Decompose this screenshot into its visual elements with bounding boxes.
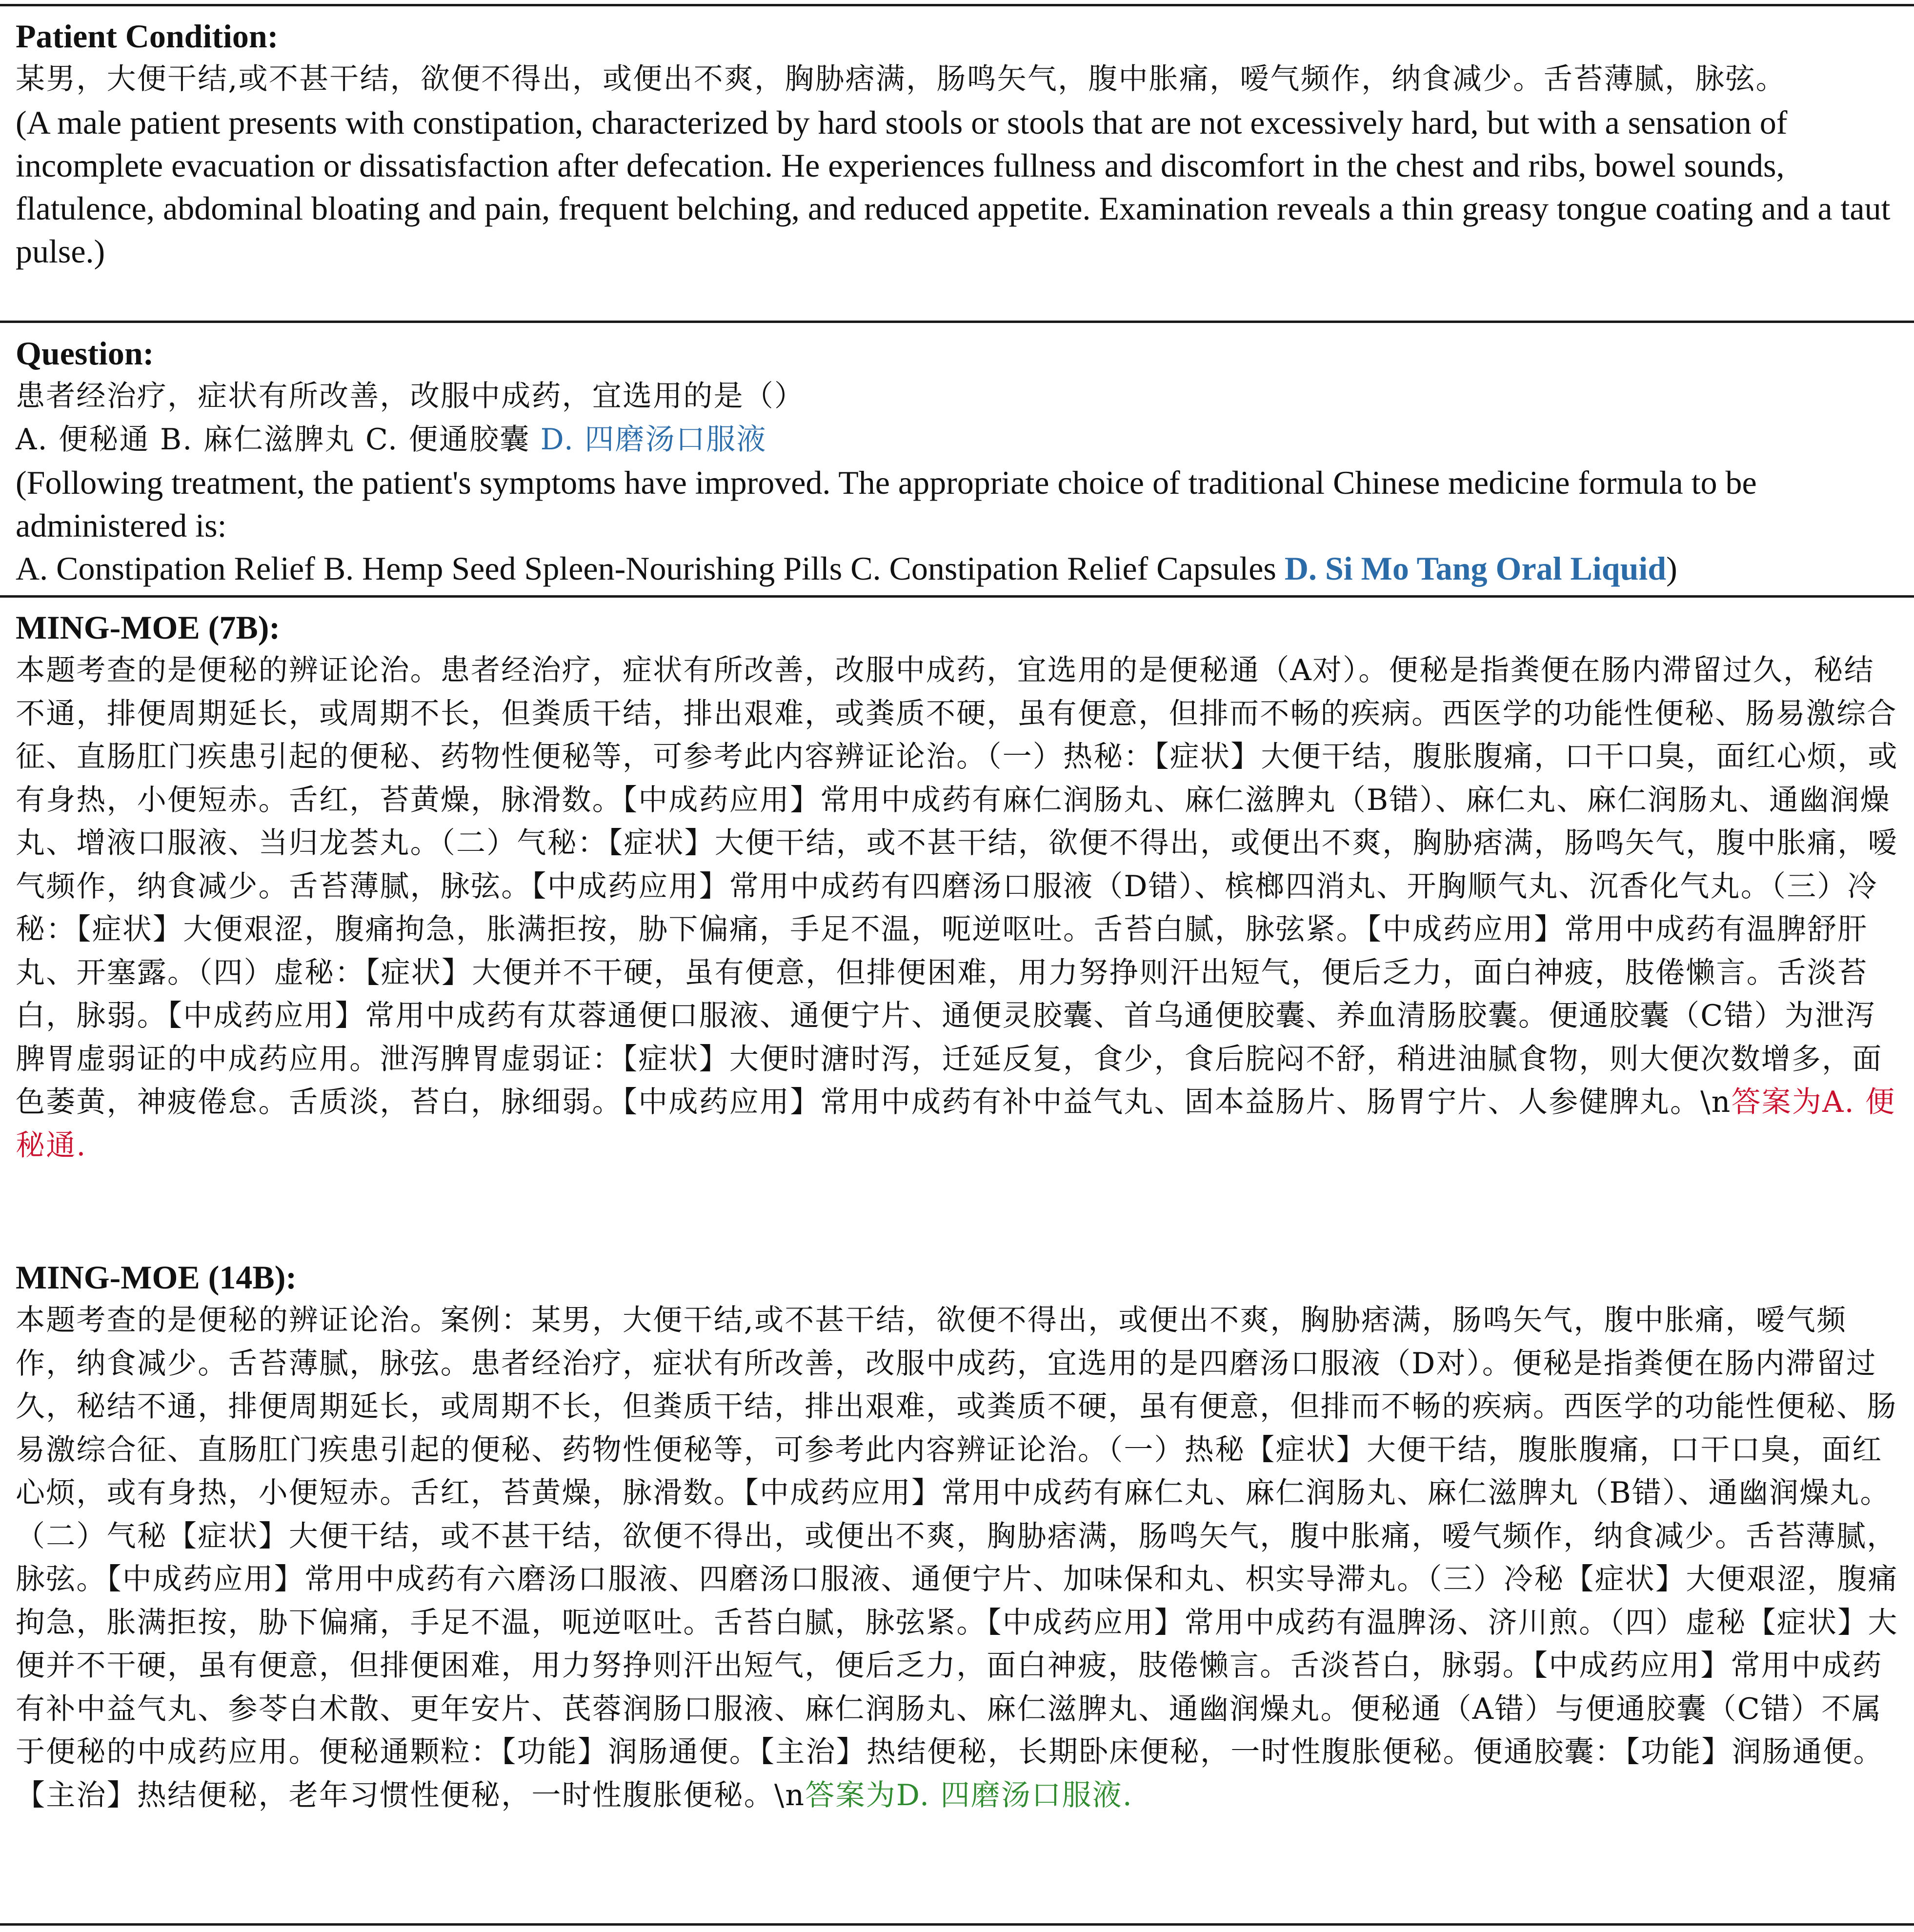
ming-moe-14b-answer-text: [16, 1299, 1899, 1817]
patient-condition-heading: Patient Condition:: [16, 18, 279, 55]
ming-moe-7b-section: [16, 606, 1899, 1167]
question-section: [16, 332, 1899, 590]
question-heading: Question:: [16, 335, 154, 372]
ming-moe-7b-answer-text: [16, 649, 1899, 1167]
ming-moe-14b-body: 本题考查的是便秘的辨证论治。案例：某男，大便干结,或不甚干结，欲便不得出，或便出不爽，胸胁痞满，肠鸣矢气，腹中胀痛，嗳气频作，纳食减少。舌苔薄腻，脉弦。患者经治疗，症状有所改善，改服中成药，宜选用的是四磨汤口服液（D对）。便秘是指粪便在肠内滞留过久，秘结不通，排便周期延长，或周期不长，但粪质干结，排出艰难，或粪质不硬，虽有便意，但排而不畅的疾病。西医学的功能性便秘、肠易激综合征、直肠肛门疾患引起的便秘、药物性便秘等，可参考此内容辨证论治。（一）热秘【症状】大便干结，腹胀腹痛，口干口臭，面红心烦，或有身热，小便短赤。舌红，苔黄燥，脉滑数。【中成药应用】常用中成药有麻仁丸、麻仁润肠丸、麻仁滋脾丸（B错）、通幽润燥丸。（二）气秘【症状】大便干结，或不甚干结，欲便不得出，或便出不爽，胸胁痞满，肠鸣矢气，腹中胀痛，嗳气频作，纳食减少。舌苔薄腻，脉弦。【中成药应用】常用中成药有六磨汤口服液、四磨汤口服液、通便宁片、加味保和丸、枳实导滞丸。（三）冷秘【症状】大便艰涩，腹痛拘急，胀满拒按，胁下偏痛，手足不温，呃逆呕吐。舌苔白腻，脉弦紧。【中成药应用】常用中成药有温脾汤、济川煎。（四）虚秘【症状】大便并不干硬，虽有便意，但排便困难，用力努挣则汗出短气，便后乏力，面白神疲，肢倦懒言。舌淡苔白，脉弱。【中成药应用】常用中成药有补中益气丸、参苓白术散、更年安片、芪蓉润肠口服液、麻仁润肠丸、麻仁滋脾丸、通幽润燥丸。便秘通（A错）与便通胶囊（C错）不属于便秘的中成药应用。便秘通颗粒：【功能】润肠通便。【主治】热结便秘，长期卧床便秘，一时性腹胀便秘。便通胶囊：【功能】润肠通便。【主治】热结便秘，老年习惯性便秘，一时性腹胀便秘。\n: [16, 1303, 1898, 1812]
ming-moe-14b-final-answer: 答案为D. 四磨汤口服液.: [805, 1778, 1133, 1812]
ming-moe-7b-final-answer: 答案为A. 便秘通.: [16, 1085, 1896, 1163]
question-stem-zh: 患者经治疗，症状有所改善，改服中成药，宜选用的是（）: [16, 379, 805, 413]
section-divider-2: [0, 595, 1914, 598]
patient-condition-en: (A male patient presents with constipation, characterized by hard stools or stools that are not excessively hard, but with a sensation of incomplete evacuation or dissatisfaction after defecation. He experiences fullness and discomfort in the chest and ribs, bowel sounds, flatulence, abdominal bloating and pain, frequent belching, and reduced appetite. Examination reveals a thin greasy tongue coating and a taut pulse.): [16, 103, 1891, 270]
question-options-zh: [16, 418, 1899, 462]
question-options-en: [16, 547, 1899, 590]
question-stem-en: (Following treatment, the patient's symptoms have improved. The appropriate choice of traditional Chinese medicine formula to be administered is:: [16, 464, 1757, 544]
ming-moe-14b-heading: MING-MOE (14B):: [16, 1259, 297, 1296]
patient-condition-section: [16, 15, 1899, 273]
question-options-en-close: ): [1666, 550, 1677, 587]
patient-condition-zh: 某男，大便干结,或不甚干结，欲便不得出，或便出不爽，胸胁痞满，肠鸣矢气，腹中胀痛，嗳气频作，纳食减少。舌苔薄腻，脉弦。: [16, 62, 1786, 96]
ming-moe-14b-section: [16, 1256, 1899, 1817]
bottom-rule: [0, 1923, 1914, 1926]
question-correct-option-zh: D. 四磨汤口服液: [540, 422, 767, 457]
ming-moe-7b-heading: MING-MOE (7B):: [16, 609, 281, 646]
question-options-en-plain: A. Constipation Relief B. Hemp Seed Spleen-Nourishing Pills C. Constipation Relief Capsules: [16, 550, 1285, 587]
ming-moe-7b-body: 本题考查的是便秘的辨证论治。患者经治疗，症状有所改善，改服中成药，宜选用的是便秘通（A对）。便秘是指粪便在肠内滞留过久，秘结不通，排便周期延长，或周期不长，但粪质干结，排出艰难，或粪质不硬，虽有便意，但排而不畅的疾病。西医学的功能性便秘、肠易激综合征、直肠肛门疾患引起的便秘、药物性便秘等，可参考此内容辨证论治。（一）热秘：【症状】大便干结，腹胀腹痛，口干口臭，面红心烦，或有身热，小便短赤。舌红，苔黄燥，脉滑数。【中成药应用】常用中成药有麻仁润肠丸、麻仁滋脾丸（B错）、麻仁丸、麻仁润肠丸、通幽润燥丸、增液口服液、当归龙荟丸。（二）气秘：【症状】大便干结，或不甚干结，欲便不得出，或便出不爽，胸胁痞满，肠鸣矢气，腹中胀痛，嗳气频作，纳食减少。舌苔薄腻，脉弦。【中成药应用】常用中成药有四磨汤口服液（D错）、槟榔四消丸、开胸顺气丸、沉香化气丸。（三）冷秘：【症状】大便艰涩，腹痛拘急，胀满拒按，胁下偏痛，手足不温，呃逆呕吐。舌苔白腻，脉弦紧。【中成药应用】常用中成药有温脾舒肝丸、开塞露。（四）虚秘：【症状】大便并不干硬，虽有便意，但排便困难，用力努挣则汗出短气，便后乏力，面白神疲，肢倦懒言。舌淡苔白，脉弱。【中成药应用】常用中成药有苁蓉通便口服液、通便宁片、通便灵胶囊、首乌通便胶囊、养血清肠胶囊。便通胶囊（C错）为泄泻脾胃虚弱证的中成药应用。泄泻脾胃虚弱证：【症状】大便时溏时泻，迁延反复，食少，食后脘闷不舒，稍进油腻食物，则大便次数增多，面色萎黄，神疲倦怠。舌质淡，苔白，脉细弱。【中成药应用】常用中成药有补中益气丸、固本益肠片、肠胃宁片、人参健脾丸。\n: [16, 653, 1898, 1119]
question-correct-option-en: D. Si Mo Tang Oral Liquid: [1284, 550, 1667, 587]
section-divider-1: [0, 321, 1914, 323]
top-rule: [0, 4, 1914, 6]
question-options-zh-plain: A. 便秘通 B. 麻仁滋脾丸 C. 便通胶囊: [16, 422, 541, 457]
